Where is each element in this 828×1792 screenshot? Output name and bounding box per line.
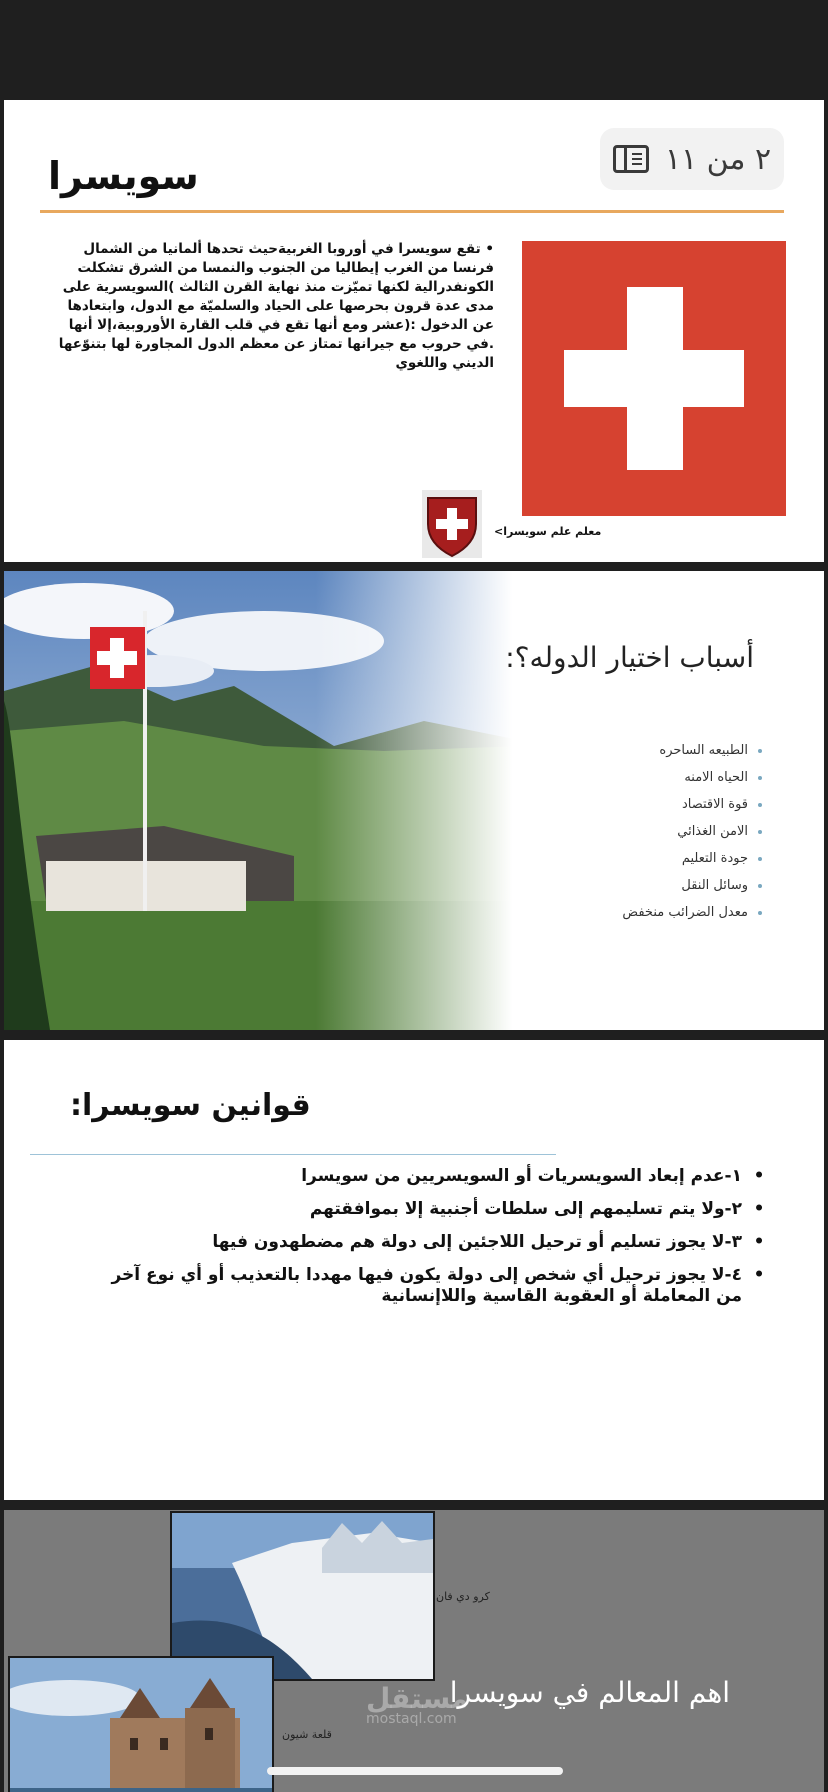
swiss-flag-image <box>522 241 786 516</box>
reasons-list <box>622 737 762 926</box>
list-item: • ٤-لا يجوز ترحيل أي شخص إلى دولة يكون فيها مهددا بالتعذيب أو أي نوع آخر من المعاملة أو العقوبة القاسية واللاإنسانية <box>111 1265 765 1306</box>
list-item: الحياه الامنه <box>622 764 762 791</box>
title-divider <box>40 210 784 213</box>
slide-3[interactable] <box>4 1040 824 1500</box>
swiss-shield-icon <box>422 490 482 558</box>
laws-list <box>94 1166 768 1319</box>
creux-du-van-label: كرو دي فان <box>436 1590 490 1603</box>
intro-paragraph: • تقع سويسرا في أوروبا الغربيةحيث تحدها ألمانيا من الشمال فرنسا من الغرب إيطاليا من الجنوب والنمسا من الشرق تشكلت الكونفدرالية لكنها تميّزت منذ نهاية القرن الثالث )السويسرية على مدى عدة قرون بحرصها على الحياد والسلميّة مع الدول، وابتعادها عن الدخول :(عشر ومع أنها تقع في قلب القارة الأوروبية،إلا أنها .في حروب مع جيرانها تمتاز عن معظم الدول المجاورة لها بتنوّعها الديني واللغوي <box>58 241 494 371</box>
laws-title: قوانين سويسرا: <box>70 1088 311 1123</box>
chillon-castle-label: قلعة شيون <box>282 1728 332 1741</box>
list-item: الامن الغذائي <box>622 818 762 845</box>
flag-caption: معلم علم سويسرا> <box>494 525 602 538</box>
slide-2[interactable] <box>4 571 824 1030</box>
page-count: ٢ من ١١ <box>664 141 772 177</box>
landmarks-title: اهم المعالم في سويسرا <box>449 1676 730 1709</box>
chillon-castle-photo <box>8 1656 274 1792</box>
sidebar-panel-icon <box>613 145 649 173</box>
list-item: • ٣-لا يجوز تسليم أو ترحيل اللاجئين إلى دولة هم مضطهدون فيها <box>212 1232 765 1252</box>
page-indicator[interactable] <box>600 128 784 190</box>
slide-4[interactable] <box>4 1510 824 1792</box>
list-item: • ١-عدم إبعاد السويسريات أو السويسريين من سويسرا <box>301 1166 765 1186</box>
list-item: معدل الضرائب منخفض <box>622 899 762 926</box>
list-item: وسائل النقل <box>622 872 762 899</box>
list-item: • ٢-ولا يتم تسليمهم إلى سلطات أجنبية إلا بموافقتهم <box>309 1199 765 1219</box>
list-item: جودة التعليم <box>622 845 762 872</box>
slide-title: سويسرا <box>48 154 199 198</box>
mostaql-watermark: مستقل mostaql.com <box>366 1682 469 1727</box>
list-item: الطبيعه الساحره <box>622 737 762 764</box>
list-item: قوة الاقتصاد <box>622 791 762 818</box>
reasons-title: أسباب اختيار الدوله؟: <box>505 641 754 674</box>
home-indicator[interactable] <box>267 1767 563 1775</box>
slide-1[interactable] <box>4 100 824 562</box>
title-divider <box>30 1154 556 1155</box>
